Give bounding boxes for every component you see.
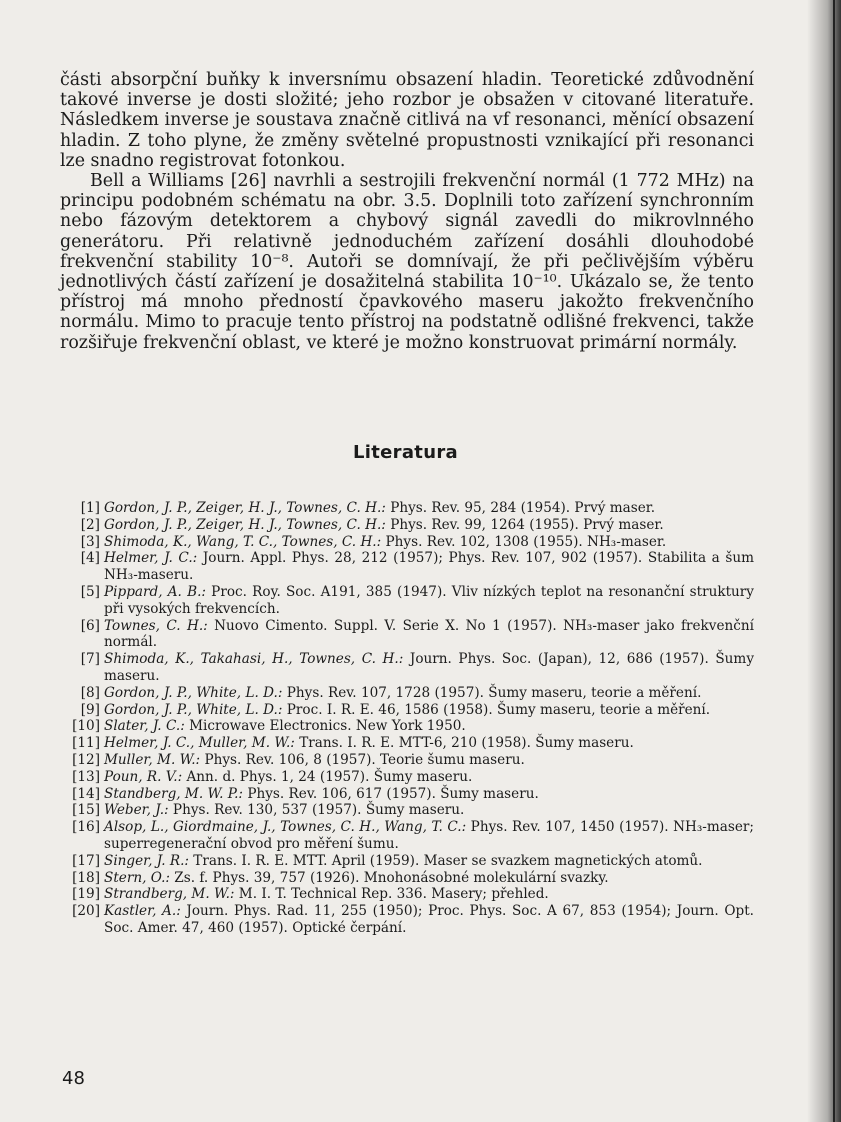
reference-number: [15] — [72, 802, 100, 819]
page-edge — [833, 0, 835, 1122]
page-gutter-shadow — [807, 0, 841, 1122]
reference-citation: Microwave Electronics. New York 1950. — [184, 718, 466, 735]
reference-authors: Poun, R. V.: — [104, 768, 183, 785]
reference-number: [8] — [80, 684, 100, 701]
reference-citation: Zs. f. Phys. 39, 757 (1926). Mnohonásobné molekulární svazky. — [169, 869, 609, 886]
reference-number: [11] — [72, 735, 100, 752]
reference-number: [12] — [72, 751, 100, 768]
reference-number: [5] — [80, 583, 100, 600]
reference-authors: Townes, C. H.: — [104, 617, 208, 634]
reference-item — [64, 517, 754, 534]
reference-item — [64, 853, 754, 870]
reference-citation: Nuovo Cimento. Suppl. V. Serie X. No 1 (1957). NH₃-maser jako frekvenční normál. — [104, 617, 754, 651]
reference-text — [104, 584, 754, 618]
reference-text — [104, 870, 754, 887]
reference-number: [19] — [72, 886, 100, 903]
reference-text — [104, 735, 754, 752]
reference-authors: Singer, J. R.: — [104, 852, 189, 869]
reference-text — [104, 618, 754, 652]
reference-authors: Gordon, J. P., Zeiger, H. J., Townes, C. H.: — [104, 500, 386, 516]
reference-number: [20] — [72, 903, 100, 920]
reference-number: [6] — [80, 617, 100, 634]
reference-number: [3] — [80, 533, 100, 550]
reference-item — [64, 550, 754, 584]
paragraph-2: Bell a Williams [26] navrhli a sestrojili frekvenční normál (1 772 MHz) na principu podobném schématu na obr. 3.5. Doplnili toto zařízení synchronním nebo fázovým detektorem a chybový signál zavedli do mikrovlnného generátoru. Při relativně jednoduchém zařízení dosáhli dlouhodobé frekvenční stability 10⁻⁸. Autoři se domnívají, že při pečlivějším výběru jednotlivých částí zařízení je dosažitelná stabilita 10⁻¹⁰. Ukázalo se, že tento přístroj má mnoho předností čpavkového maseru jakožto frekvenčního normálu. Mimo to pracuje tento přístroj na podstatně odlišné frekvenci, takže rozšiřuje frekvenční oblast, ve které je možno konstruovat primární normály. — [60, 171, 754, 353]
reference-item — [64, 786, 754, 803]
reference-authors: Weber, J.: — [104, 802, 169, 819]
reference-citation: Phys. Rev. 106, 617 (1957). Šumy maseru. — [243, 785, 539, 802]
reference-citation: Proc. I. R. E. 46, 1586 (1958). Šumy maseru, teorie a měření. — [282, 701, 711, 718]
reference-number: [13] — [72, 768, 100, 785]
reference-authors: Gordon, J. P., White, L. D.: — [104, 684, 283, 701]
reference-citation: Phys. Rev. 95, 284 (1954). Prvý maser. — [385, 500, 656, 516]
reference-authors: Alsop, L., Giordmaine, J., Townes, C. H., Wang, T. C.: — [104, 819, 467, 836]
reference-item — [64, 903, 754, 937]
reference-text — [104, 802, 754, 819]
reference-authors: Standberg, M. W. P.: — [104, 785, 244, 802]
reference-item — [64, 534, 754, 551]
reference-authors: Helmer, J. C.: — [104, 550, 198, 567]
reference-citation: Phys. Rev. 107, 1728 (1957). Šumy maseru, teorie a měření. — [282, 684, 702, 701]
reference-text — [104, 853, 754, 870]
reference-text — [104, 819, 754, 853]
reference-list — [64, 500, 754, 937]
reference-authors: Helmer, J. C., Muller, M. W.: — [104, 735, 295, 752]
reference-text — [104, 534, 754, 551]
reference-authors: Muller, M. W.: — [104, 751, 201, 768]
reference-text — [104, 903, 754, 937]
reference-text — [104, 550, 754, 584]
reference-item — [64, 886, 754, 903]
reference-citation: M. I. T. Technical Rep. 336. Masery; přehled. — [234, 886, 549, 903]
section-title: Literatura — [353, 442, 458, 463]
reference-text — [104, 651, 754, 685]
reference-item — [64, 500, 754, 517]
reference-text — [104, 786, 754, 803]
paragraph-1: části absorpční buňky k inversnímu obsazení hladin. Teoretické zdůvodnění takové inverse je dosti složité; jeho rozbor je obsažen v citované literatuře. Následkem inverse je soustava značně citlivá na vf resonanci, měnící obsazení hladin. Z toho plyne, že změny světelné propustnosti vznikající při resonanci lze snadno registrovat fotonkou. — [60, 70, 754, 171]
reference-item — [64, 618, 754, 652]
reference-citation: Journ. Appl. Phys. 28, 212 (1957); Phys. Rev. 107, 902 (1957). Stabilita a šum NH₃-maseru. — [104, 550, 754, 584]
reference-citation: Ann. d. Phys. 1, 24 (1957). Šumy maseru. — [182, 768, 473, 785]
reference-number: [1] — [80, 500, 100, 516]
reference-citation: Journ. Phys. Soc. (Japan), 12, 686 (1957). Šumy maseru. — [104, 651, 754, 684]
reference-item — [64, 802, 754, 819]
reference-authors: Gordon, J. P., Zeiger, H. J., Townes, C. H.: — [104, 516, 386, 533]
reference-authors: Shimoda, K., Takahasi, H., Townes, C. H.: — [104, 651, 404, 668]
reference-number: [2] — [80, 516, 100, 533]
reference-text — [104, 685, 754, 702]
reference-item — [64, 685, 754, 702]
page-number: 48 — [62, 1068, 85, 1089]
reference-citation: Trans. I. R. E. MTT-6, 210 (1958). Šumy maseru. — [294, 735, 634, 752]
reference-citation: Phys. Rev. 99, 1264 (1955). Prvý maser. — [385, 516, 664, 533]
reference-item — [64, 584, 754, 618]
reference-text — [104, 752, 754, 769]
body-text — [60, 70, 754, 353]
reference-authors: Pippard, A. B.: — [104, 583, 206, 600]
reference-authors: Gordon, J. P., White, L. D.: — [104, 701, 283, 718]
reference-item — [64, 702, 754, 719]
reference-number: [17] — [72, 852, 100, 869]
reference-text — [104, 769, 754, 786]
reference-number: [16] — [72, 819, 100, 836]
reference-text — [104, 886, 754, 903]
reference-citation: Phys. Rev. 130, 537 (1957). Šumy maseru. — [168, 802, 465, 819]
reference-text — [104, 517, 754, 534]
reference-citation: Phys. Rev. 102, 1308 (1955). NH₃-maser. — [381, 533, 667, 550]
reference-authors: Kastler, A.: — [104, 903, 181, 920]
reference-number: [7] — [80, 651, 100, 668]
reference-citation: Trans. I. R. E. MTT. April (1959). Maser se svazkem magnetických atomů. — [188, 852, 703, 869]
reference-item — [64, 752, 754, 769]
reference-item — [64, 769, 754, 786]
reference-item — [64, 870, 754, 887]
reference-citation: Phys. Rev. 106, 8 (1957). Teorie šumu maseru. — [200, 751, 525, 768]
reference-item — [64, 735, 754, 752]
reference-number: [9] — [80, 701, 100, 718]
reference-authors: Slater, J. C.: — [104, 718, 185, 735]
reference-text — [104, 718, 754, 735]
reference-item — [64, 718, 754, 735]
reference-number: [10] — [72, 718, 100, 735]
reference-authors: Strandberg, M. W.: — [104, 886, 235, 903]
reference-authors: Shimoda, K., Wang, T. C., Townes, C. H.: — [104, 533, 382, 550]
reference-text — [104, 500, 754, 517]
reference-citation: Phys. Rev. 107, 1450 (1957). NH₃-maser; superregenerační obvod pro měření šumu. — [104, 819, 754, 852]
reference-number: [18] — [72, 869, 100, 886]
reference-item — [64, 819, 754, 853]
reference-number: [4] — [80, 550, 100, 567]
reference-authors: Stern, O.: — [104, 869, 170, 886]
reference-number: [14] — [72, 785, 100, 802]
reference-text — [104, 702, 754, 719]
reference-citation: Journ. Phys. Rad. 11, 255 (1950); Proc. Phys. Soc. A 67, 853 (1954); Journ. Opt. Soc. Amer. 47, 460 (1957). Optické čerpání. — [104, 903, 754, 936]
reference-item — [64, 651, 754, 685]
reference-citation: Proc. Roy. Soc. A191, 385 (1947). Vliv nízkých teplot na resonanční struktury při vysokých frekvencích. — [104, 583, 754, 617]
